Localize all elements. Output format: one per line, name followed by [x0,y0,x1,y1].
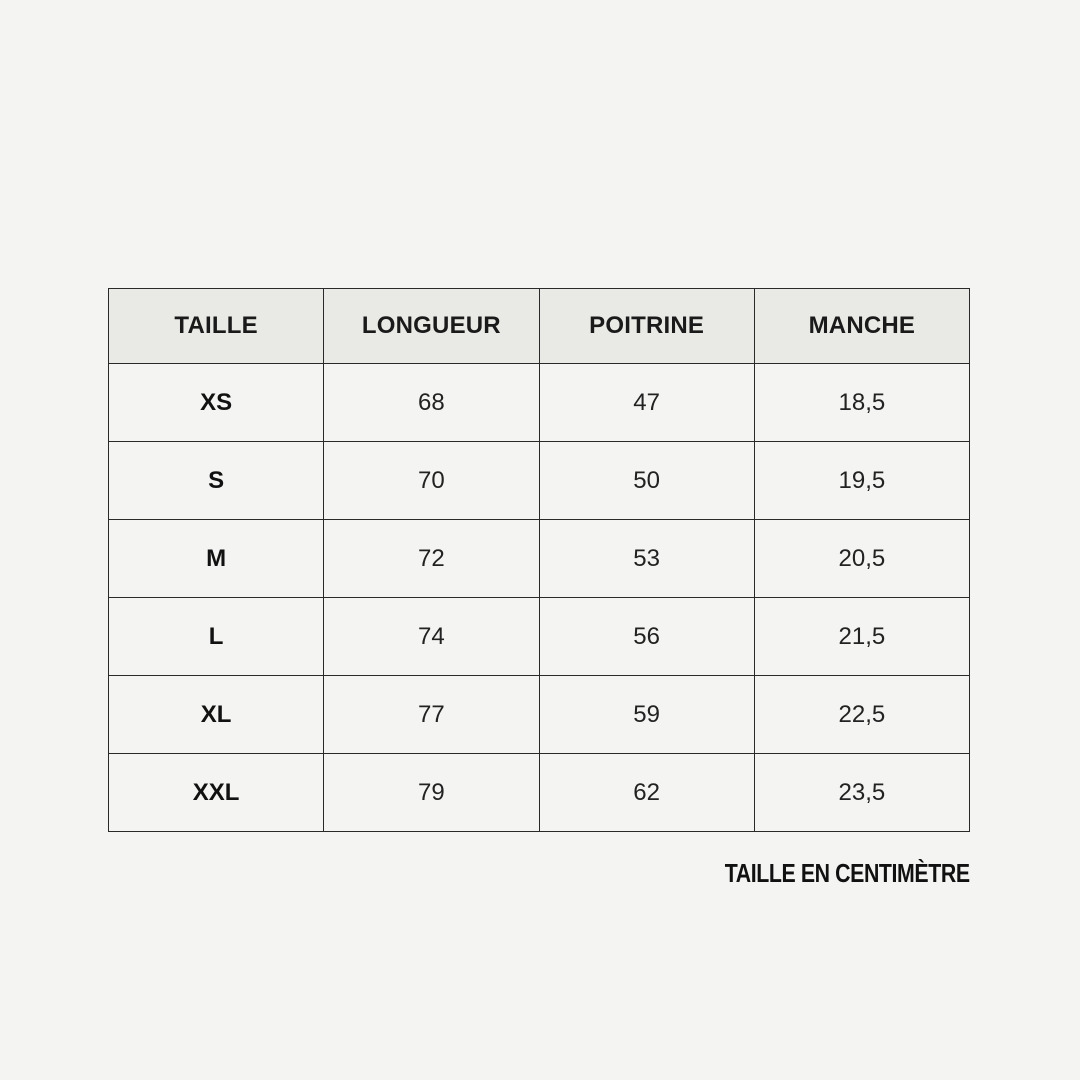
poitrine-cell: 56 [539,598,754,676]
size-cell: XS [109,364,324,442]
size-chart-table [108,288,970,832]
poitrine-cell: 47 [539,364,754,442]
table-row [109,520,970,598]
table-body [109,364,970,832]
longueur-cell: 77 [324,676,539,754]
header-row [109,289,970,364]
header-taille: TAILLE [109,289,324,364]
manche-cell: 18,5 [754,364,969,442]
size-cell: L [109,598,324,676]
header-manche: MANCHE [754,289,969,364]
size-cell: M [109,520,324,598]
poitrine-cell: 50 [539,442,754,520]
size-cell: XXL [109,754,324,832]
poitrine-cell: 59 [539,676,754,754]
unit-footnote: TAILLE EN CENTIMÈTRE [725,858,970,888]
longueur-cell: 68 [324,364,539,442]
table-row [109,598,970,676]
longueur-cell: 74 [324,598,539,676]
longueur-cell: 70 [324,442,539,520]
table-row [109,364,970,442]
table-row [109,442,970,520]
longueur-cell: 72 [324,520,539,598]
size-cell: S [109,442,324,520]
table-row [109,754,970,832]
poitrine-cell: 53 [539,520,754,598]
manche-cell: 21,5 [754,598,969,676]
longueur-cell: 79 [324,754,539,832]
size-cell: XL [109,676,324,754]
table-row [109,676,970,754]
header-poitrine: POITRINE [539,289,754,364]
poitrine-cell: 62 [539,754,754,832]
table-header [109,289,970,364]
header-longueur: LONGUEUR [324,289,539,364]
manche-cell: 23,5 [754,754,969,832]
manche-cell: 20,5 [754,520,969,598]
manche-cell: 19,5 [754,442,969,520]
manche-cell: 22,5 [754,676,969,754]
